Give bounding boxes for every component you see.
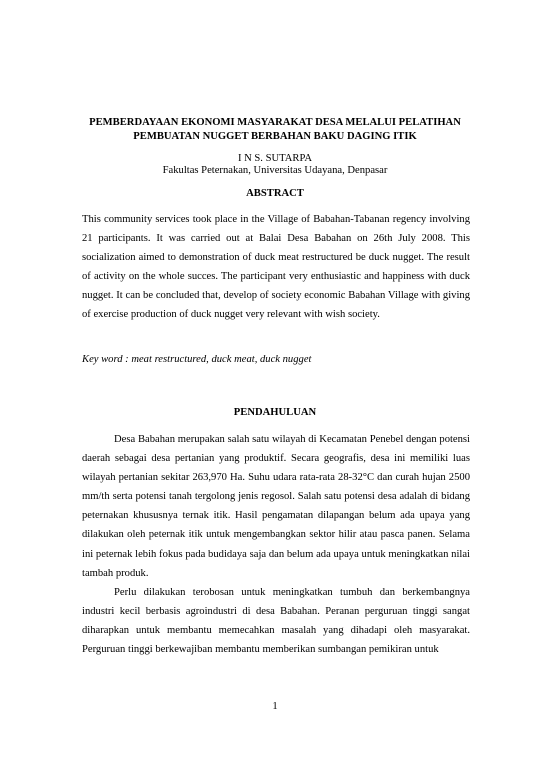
- author-name: I N S. SUTARPA: [237, 153, 313, 164]
- keywords: Key word : meat restructured, duck meat, duck nugget: [82, 354, 312, 365]
- abstract-text: This community services took place in the Village of Babahan-Tabanan regency involving 21 participants. It was carried out at Balai Desa Babahan on 26th July 2008. This socialization aimed to demonstration of duck meat restructured be duck nugget. The result of activity on the whole succes. The participant very enthusiastic and happiness with duck nugget. It can be concluded that, develop of society economic Babahan Village with giving of exercise production of duck nugget very relevant with wish society.: [82, 214, 470, 321]
- page-number: 1: [272, 701, 278, 712]
- body-paragraph-2: Perlu dilakukan terobosan untuk meningkatkan tumbuh dan berkembangnya industri kecil berbasis agroindustri di desa Babahan. Peranan perguruan tinggi sangat diharapkan untuk membantu memecahkan masalah yang dihadapi oleh masyarakat. Perguruan tinggi berkewajiban membantu memberikan sumbangan pemikiran untuk: [82, 587, 470, 656]
- paper-title: [60, 116, 490, 144]
- author-affiliation: Fakultas Peternakan, Universitas Udayana, Denpasar: [162, 165, 388, 176]
- section-heading-pendahuluan: PENDAHULUAN: [233, 407, 317, 418]
- title-line-2: PEMBUATAN NUGGET BERBAHAN BAKU DAGING ITIK: [133, 131, 417, 142]
- title-line-1: PEMBERDAYAAN EKONOMI MASYARAKAT DESA MELALUI PELATIHAN: [89, 117, 461, 128]
- abstract-heading: ABSTRACT: [246, 188, 304, 199]
- body-paragraph-1: Desa Babahan merupakan salah satu wilayah di Kecamatan Penebel dengan potensi daerah sebagai desa pertanian yang produktif. Secara geografis, desa ini memiliki luas wilayah pertanian sekitar 263,970 Ha. Suhu udara rata-rata 28-32°C dan curah hujan 2500 mm/th serta potensi tanah tergolong jenis regosol. Salah satu potensi desa adalah di bidang peternakan khususnya ternak itik. Hasil pengamatan dilapangan belum ada upaya yang dilakukan oleh peternak itik untuk mengembangkan sektor hilir atau pasca panen. Selama ini peternak lebih fokus pada budidaya saja dan belum ada upaya untuk meningkatkan nilai tambah produk.: [82, 434, 470, 579]
